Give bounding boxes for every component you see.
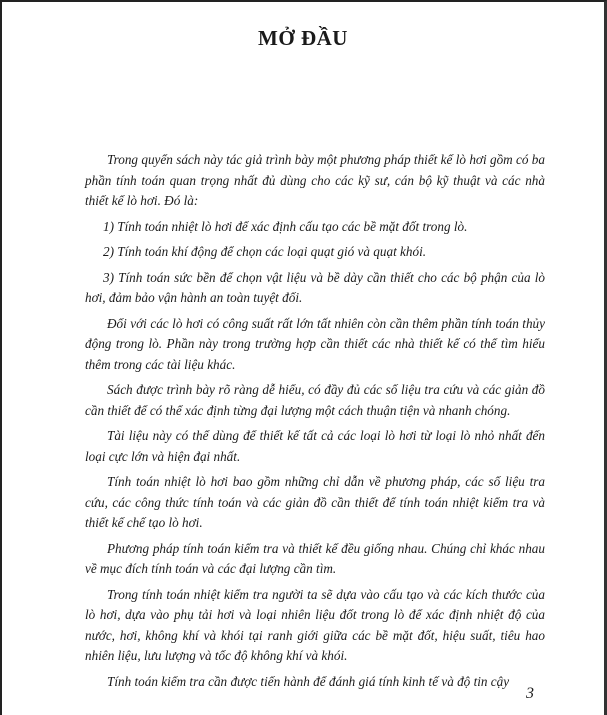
paragraph: Tài liệu này có thể dùng để thiết kế tất cả các loại lò hơi từ loại lò nhỏ nhất đến loại cực lớn và hiện đại nhất. <box>85 428 545 464</box>
paragraph: Trong tính toán nhiệt kiểm tra người ta sẽ dựa vào cấu tạo và các kích thước của lò hơi, dựa vào phụ tải hơi và loại nhiên liệu đốt trong lò để xác định nhiệt độ của nước, hơi, không khí và khói tại ranh giới giữa các bề mặt đốt, hiệu suất, tiêu hao nhiên liệu, lưu lượng và tốc độ không khí và khói. <box>85 586 545 663</box>
paragraph: Tính toán kiểm tra cần được tiến hành để đánh giá tính kinh tế và độ tin cậy <box>107 673 510 689</box>
paragraph: Tính toán nhiệt lò hơi bao gồm những chỉ dẫn về phương pháp, các số liệu tra cứu, các công thức tính toán và các giản đồ cần thiết để tính toán nhiệt kiểm tra và thiết kế chế tạo lò hơi. <box>85 474 545 530</box>
page-number: 3 <box>526 685 534 702</box>
paragraph: Đối với các lò hơi có công suất rất lớn tất nhiên còn cần thêm phần tính toán thủy động trong lò. Phần này trong trường hợp cần thiết các nhà thiết kế có thể tìm hiểu thêm trong các tài liệu khác. <box>85 315 545 372</box>
list-item: 3) Tính toán sức bền để chọn vật liệu và bề dày cần thiết cho các bộ phận của lò hơi, đảm bảo vận hành an toàn tuyệt đối. <box>85 269 545 305</box>
paragraph: Phương pháp tính toán kiểm tra và thiết kế đều giống nhau. Chúng chỉ khác nhau về mục đích tính toán và các đại lượng cần tìm. <box>85 540 545 576</box>
list-item: 2) Tính toán khí động để chọn các loại quạt gió và quạt khói. <box>103 244 427 259</box>
document-body <box>85 150 545 697</box>
page-title: MỞ ĐẦU <box>258 26 348 50</box>
paragraph: Sách được trình bày rõ ràng dễ hiểu, có đầy đủ các số liệu tra cứu và các giản đồ cần thiết để có thể xác định từng đại lượng một cách thuận tiện và nhanh chóng. <box>85 382 545 418</box>
list-item: 1) Tính toán nhiệt lò hơi để xác định cấu tạo các bề mặt đốt trong lò. <box>103 218 468 234</box>
paragraph: Trong quyển sách này tác giả trình bày một phương pháp thiết kế lò hơi gồm có ba phần tính toán quan trọng nhất đủ dùng cho các kỹ sư, cán bộ kỹ thuật và các nhà thiết kế lò hơi. Đó là: <box>85 152 545 208</box>
